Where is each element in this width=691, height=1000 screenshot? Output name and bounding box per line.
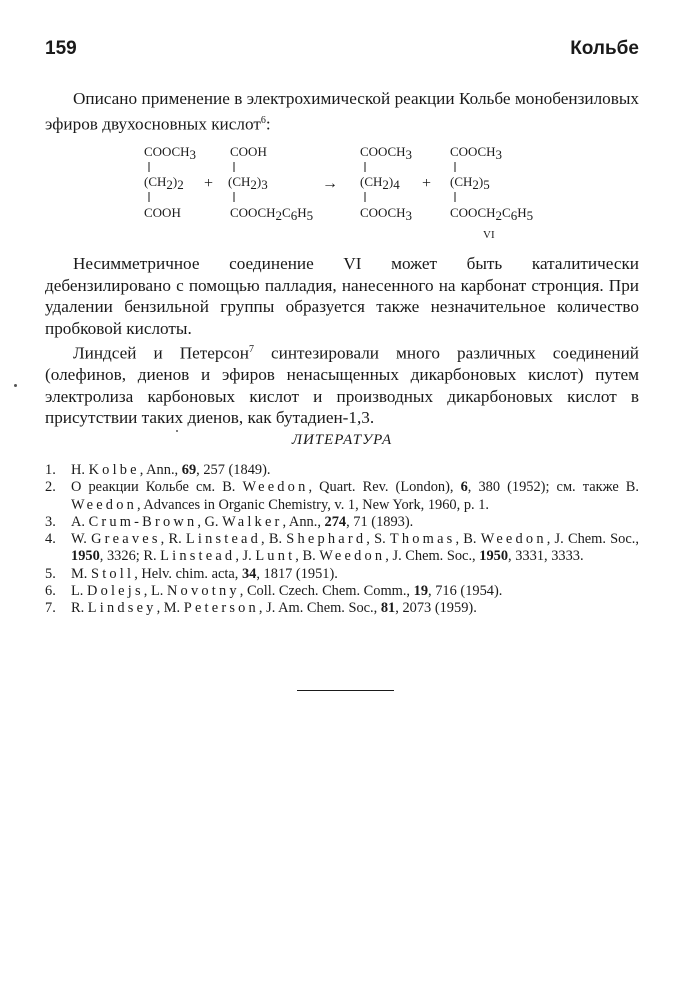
c4-bot: COOCH2C6H5 [450, 205, 534, 223]
compound-label: VI [483, 229, 495, 240]
reaction-arrow: → [322, 175, 338, 192]
c3-mid: (CH2)4 [360, 174, 400, 192]
c2-bot: COOCH2C6H5 [230, 205, 314, 223]
section-end-rule [297, 690, 394, 691]
c3-bot: COOCH3 [360, 205, 413, 223]
paragraph-asymmetric: Несимметричное соединение VI может быть каталитически дебензилировано с помощью палладия, нанесенного на карбонат стронция. При удалении бензильной группы образуется также незначительное количество пробковой кислоты. [45, 254, 639, 338]
c2-top: COOH [230, 144, 267, 159]
c1-bot: COOH [144, 205, 181, 220]
reference-item: 4. W. Greaves, R. Linstead, B. Shephard, S. Thomas, B. Weedon, J. Chem. Soc., 1950, 3326; R. Linstead, J. Lunt, B. Weedon, J. Chem. Soc., 1950, 3331, 3333. [45, 531, 639, 565]
paragraph-intro: Описано применение в электрохимической реакции Кольбе монобензиловых эфиров двухосновных кислот$^6$: [45, 89, 639, 134]
page-header [45, 38, 639, 66]
c4-mid: (CH2)5 [450, 174, 490, 192]
page-number: 159 [45, 38, 77, 59]
reference-item: 6. L. Dolejs, L. Novotny, Coll. Czech. Chem. Comm., 19, 716 (1954). [45, 583, 503, 600]
margin-mark [14, 384, 17, 387]
c1-mid: (CH2)2 [144, 174, 184, 192]
literature-title: ЛИТЕРАТУРА [291, 432, 393, 448]
reaction-scheme [100, 140, 560, 240]
paragraph-lindsey: Линдсей и Петерсон$^7$ синтезировали много различных соединений (олефинов, диенов и эфиров ненасыщенных дикарбоновых кислот) путем электролиза карбоновых кислот и производных дикарбоновых кислот в присутствии таких диенов, как бутадиен-1,3. [45, 343, 639, 428]
running-title: Кольбе [570, 38, 639, 59]
reference-item: 5. M. Stoll, Helv. chim. acta, 34, 1817 (1951). [45, 565, 338, 582]
c1-top: COOCH3 [144, 144, 197, 162]
c3-top: COOCH3 [360, 144, 413, 162]
reference-item: 7. R. Lindsey, M. Peterson, J. Am. Chem. Soc., 81, 2073 (1959). [45, 600, 477, 617]
c2-mid: (CH2)3 [228, 174, 268, 192]
plus-sign-1: + [204, 175, 214, 192]
reference-item: 3. A. Crum-Brown, G. Walker, Ann., 274, 71 (1893). [45, 513, 414, 530]
reference-item: 1. H. Kolbe, Ann., 69, 257 (1849). [45, 462, 271, 478]
reference-item: 2. О реакции Кольбе см. B. Weedon, Quart. Rev. (London), 6, 380 (1952); см. также B. Weedon, Advances in Organic Chemistry, v. 1, New York, 1960, p. 1. [45, 479, 639, 513]
c4-top: COOCH3 [450, 144, 503, 162]
reference-list [45, 462, 639, 618]
plus-sign-2: + [422, 175, 432, 192]
